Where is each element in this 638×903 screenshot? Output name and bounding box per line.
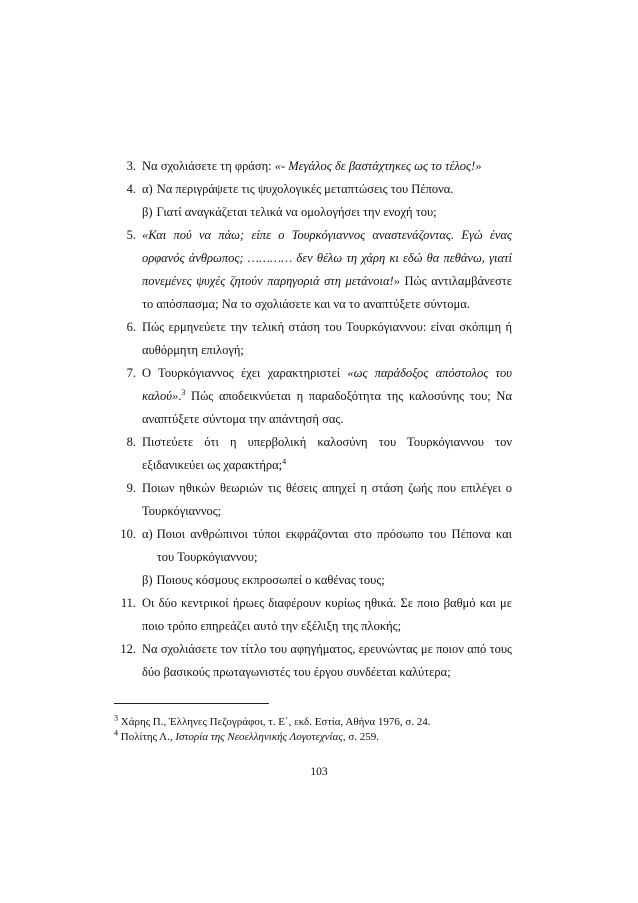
sub-question-b: β) Γιατί αναγκάζεται τελικά να ομολογήσει την ενοχή του; bbox=[142, 205, 437, 219]
question-8 bbox=[114, 431, 512, 477]
quote: «ως παράδοξος απόστολος του καλού» bbox=[142, 366, 512, 403]
question-text: Να σχολιάσετε τη φράση: «- Μεγάλος δε βαστάχτηκες ως το τέλος!» bbox=[142, 159, 482, 173]
footnote-4: $^4$ Πολίτης Λ., Ιστορία της Νεοελληνικής Λογοτεχνίας, σ. 259. bbox=[114, 728, 380, 743]
sub-question-b: β) Ποιους κόσμους εκπροσωπεί ο καθένας τους; bbox=[142, 573, 385, 587]
quote: «- Μεγάλος δε βαστάχτηκες ως το τέλος!» bbox=[274, 159, 482, 173]
question-5 bbox=[114, 224, 512, 316]
footnote-mark: 4 bbox=[114, 728, 118, 738]
question-text: Οι δύο κεντρικοί ήρωες διαφέρουν κυρίως ηθικά. Σε ποιο βαθμό και με ποιο τρόπο επηρεάζει αυτό την εξέλιξη της πλοκής; bbox=[142, 596, 512, 633]
question-12 bbox=[114, 638, 512, 684]
question-7 bbox=[114, 362, 512, 431]
sub-question-a: α) Ποιοι ανθρώπινοι τύποι εκφράζονται στο πρόσωπο του Πέπονα και του Τουρκόγιαννου; bbox=[142, 527, 512, 564]
question-11 bbox=[114, 592, 512, 638]
question-text bbox=[142, 178, 512, 224]
question-9 bbox=[114, 477, 512, 523]
question-number: 4. bbox=[126, 182, 136, 196]
quote: «Και πού να πάω; είπε ο Τουρκόγιαννος αναστενάζοντας. Εγώ ένας ορφανός άνθρωπος; ………… δεν θέλω τη χάρη κι εδώ θα πεθάνω, γιατί πονεμένες ψυχές ζητούν παρηγοριά στη μετάνοια!» bbox=[142, 228, 512, 288]
question-3 bbox=[114, 155, 512, 178]
footnote-divider bbox=[114, 703, 269, 704]
question-number: 6. bbox=[126, 320, 136, 334]
page-number: 103 bbox=[310, 766, 328, 778]
question-list bbox=[114, 155, 512, 684]
question-4 bbox=[114, 178, 512, 224]
question-text bbox=[142, 523, 512, 592]
question-number: 10. bbox=[120, 527, 136, 541]
question-number: 11. bbox=[120, 596, 136, 610]
footnote-mark: 3 bbox=[114, 713, 118, 723]
footnote-ref[interactable]: 4 bbox=[282, 456, 287, 466]
question-number: 7. bbox=[126, 366, 136, 380]
question-10 bbox=[114, 523, 512, 592]
footnote-3: $^3$ Χάρης Π., Έλληνες Πεζογράφοι, τ. Ε΄, εκδ. Εστία, Αθήνα 1976, σ. 24. bbox=[114, 713, 431, 728]
question-number: 9. bbox=[126, 481, 136, 495]
question-number: 8. bbox=[126, 435, 136, 449]
question-number: 3. bbox=[126, 159, 136, 173]
footnote-ref[interactable]: 3 bbox=[181, 387, 186, 397]
question-text: Πιστεύετε ότι η υπερβολική καλοσύνη του Τουρκόγιαννου τον εξιδανικεύει ως χαρακτήρα;$^4$ bbox=[142, 435, 512, 472]
question-text: «Και πού να πάω; είπε ο Τουρκόγιαννος αναστενάζοντας. Εγώ ένας ορφανός άνθρωπος; ………… δεν θέλω τη χάρη κι εδώ θα πεθάνω, γιατί πονεμένες ψυχές ζητούν παρηγοριά στη μετάνοια!» Πώς αντιλαμβάνεστε το απόσπασμα; Να το σχολιάσετε και να το αναπτύξετε σύντομα. bbox=[142, 228, 512, 311]
sub-question-a: α) Να περιγράψετε τις ψυχολογικές μεταπτώσεις του Πέπονα. bbox=[142, 182, 454, 196]
question-text: Να σχολιάσετε τον τίτλο του αφηγήματος, ερευνώντας με ποιον από τους δύο βασικούς πρωταγωνιστές του έργου συνδέεται καλύτερα; bbox=[142, 642, 512, 679]
question-6 bbox=[114, 316, 512, 362]
question-number: 12. bbox=[120, 642, 136, 656]
question-number: 5. bbox=[126, 228, 136, 242]
question-text: Ποιων ηθικών θεωριών τις θέσεις απηχεί η στάση ζωής που επιλέγει ο Τουρκόγιαννος; bbox=[142, 481, 512, 518]
question-text: Ο Τουρκόγιαννος έχει χαρακτηριστεί «ως παράδοξος απόστολος του καλού».$^3$ Πώς αποδεικνύεται η παραδοξότητα της καλοσύνης του; Να αναπτύξετε σύντομα την απάντησή σας. bbox=[142, 366, 512, 426]
question-text: Πώς ερμηνεύετε την τελική στάση του Τουρκόγιαννου: είναι σκόπιμη ή αυθόρμητη επιλογή; bbox=[142, 320, 512, 357]
